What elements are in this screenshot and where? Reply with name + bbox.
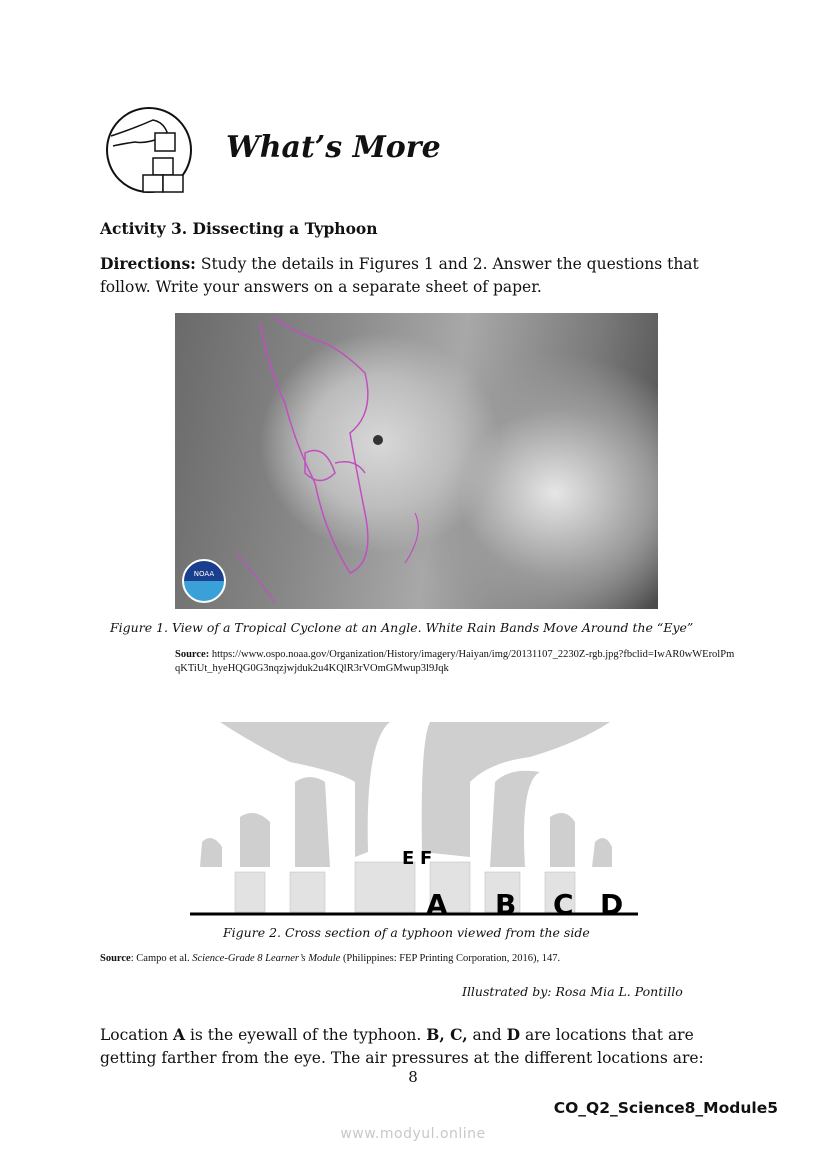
body-text: is the eyewall of the typhoon. bbox=[185, 1026, 427, 1044]
body-paragraph bbox=[100, 1023, 740, 1070]
source-label: Source bbox=[100, 953, 131, 964]
module-code: CO_Q2_Science8_Module5 bbox=[553, 1099, 778, 1117]
typhoon-cross-section bbox=[190, 722, 640, 922]
source-url: https://www.ospo.noaa.gov/Organization/History/imagery/Haiyan/img/20131107_2230Z-rgb.jpg?fbclid=IwAR0wWErolPmqKTiUt_hyeHQG0G3nqzjwjduk2u4KQlR3rVOmGMwup3l9Jqk bbox=[175, 649, 735, 674]
directions-text: Study the details in Figures 1 and 2. Answer the questions that follow. Write your answers on a separate sheet of paper. bbox=[100, 255, 699, 296]
noaa-logo: NOAA bbox=[182, 559, 226, 603]
figure1-caption: Figure 1. View of a Tropical Cyclone at an Angle. White Rain Bands Move Around the “Eye” bbox=[110, 620, 694, 635]
label-f: F bbox=[420, 848, 433, 869]
activity-heading: Activity 3. Dissecting a Typhoon bbox=[100, 219, 378, 238]
label-c: C bbox=[553, 888, 574, 921]
body-text: are locations that are getting farther from the eye. The air pressures at the different locations are: bbox=[100, 1026, 704, 1067]
label-e: E bbox=[402, 848, 415, 869]
directions-label: Directions: bbox=[100, 254, 196, 273]
locations-b-c: B, C, bbox=[426, 1025, 468, 1044]
whats-more-icon bbox=[105, 106, 193, 194]
section-title: What’s More bbox=[226, 130, 441, 165]
location-d: D bbox=[506, 1025, 521, 1044]
figure2-caption: Figure 2. Cross section of a typhoon viewed from the side bbox=[223, 925, 590, 940]
satellite-image bbox=[175, 313, 658, 609]
watermark: www.modyul.online bbox=[340, 1126, 486, 1142]
page-number: 8 bbox=[408, 1068, 418, 1086]
location-a: A bbox=[172, 1025, 186, 1044]
figure2-source bbox=[100, 952, 560, 966]
directions bbox=[100, 252, 740, 299]
source-label: Source: bbox=[175, 649, 210, 660]
source-publisher: (Philippines: FEP Printing Corporation, 2016), 147. bbox=[340, 953, 561, 964]
source-authors: : Campo et al. bbox=[130, 953, 193, 964]
label-b: B bbox=[495, 888, 517, 921]
body-text: and bbox=[467, 1026, 507, 1044]
label-d: D bbox=[600, 888, 624, 921]
label-a: A bbox=[426, 888, 448, 921]
figure1-source bbox=[175, 648, 735, 676]
illustrator-credit: Illustrated by: Rosa Mia L. Pontillo bbox=[462, 984, 683, 999]
body-text: Location bbox=[100, 1026, 173, 1044]
source-title: Science-Grade 8 Learner’s Module bbox=[192, 953, 341, 964]
